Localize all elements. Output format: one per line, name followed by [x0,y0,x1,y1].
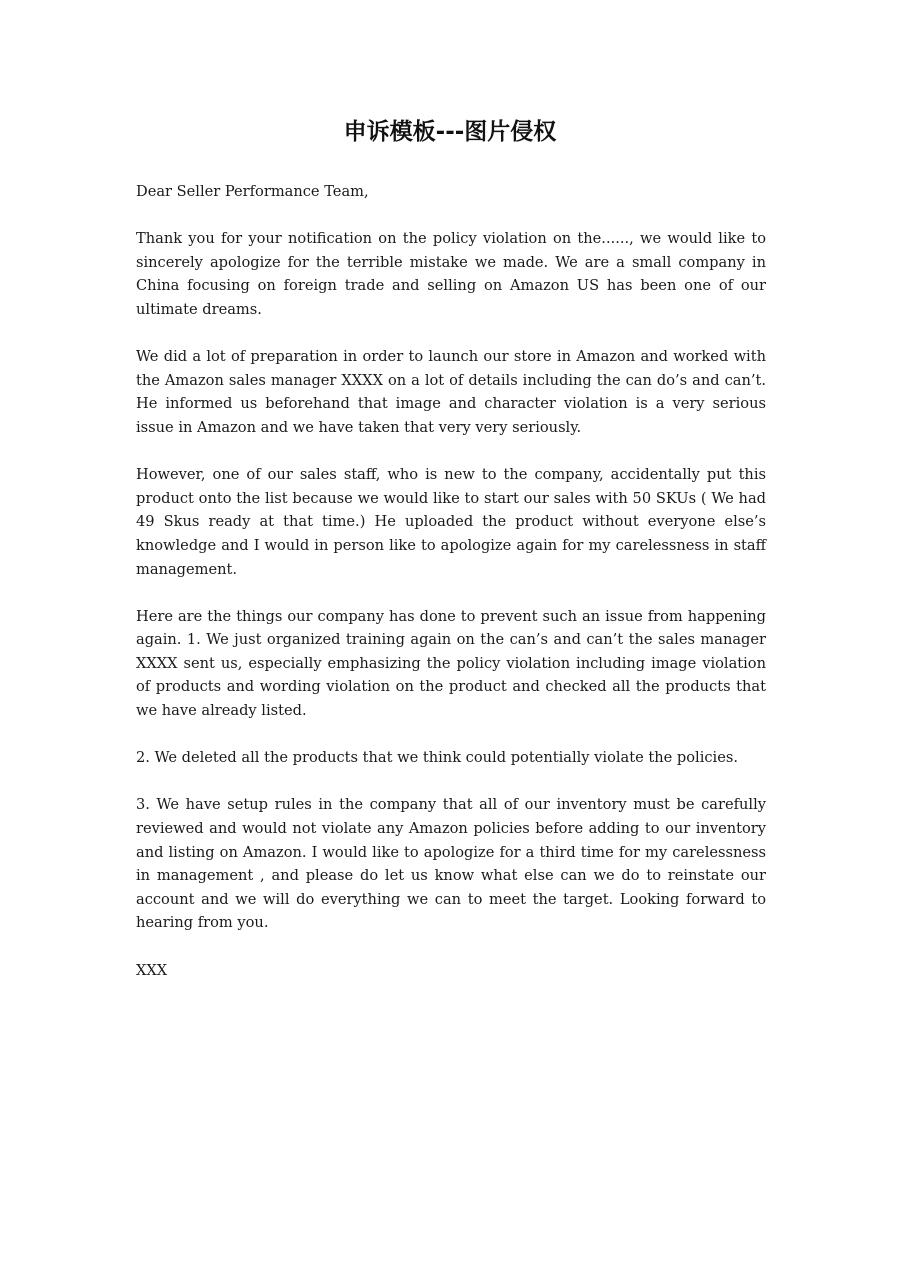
document-title: 申诉模板---图片侵权 [343,119,557,145]
signature: XXX [136,961,168,979]
paragraph-measure-1: Here are the things our company has done to prevent such an issue from happening again. 1. We just organized training again on the can’s and can’t the sales manager XXXX sent us, especially emphasizing the policy violation including image violation of products and wording violation on the product and checked all the products that we have already listed. [136,607,766,720]
paragraph-apology: Thank you for your notification on the policy violation on the......, we would like to sincerely apologize for the terrible mistake we made. We are a small company in China focusing on foreign trade and selling on Amazon US has been one of our ultimate dreams. [136,230,766,318]
paragraph-preparation: We did a lot of preparation in order to launch our store in Amazon and worked with the Amazon sales manager XXXX on a lot of details including the can do’s and can’t. He informed us beforehand that image and character violation is a very serious issue in Amazon and we have taken that very very seriously. [136,348,766,436]
salutation: Dear Seller Performance Team, [136,183,369,200]
letter-body [136,180,766,1006]
paragraph-measure-2: 2. We deleted all the products that we think could potentially violate the policies. [136,749,738,767]
paragraph-measure-3: 3. We have setup rules in the company that all of our inventory must be carefully reviewed and would not violate any Amazon policies before adding to our inventory and listing on Amazon. I would like to apologize for a third time for my carelessness in management , and please do let us know what else can we do to reinstate our account and we will do everything we can to meet the target. Looking forward to hearing from you. [136,796,766,932]
paragraph-incident: However, one of our sales staff, who is new to the company, accidentally put this product onto the list because we would like to start our sales with 50 SKUs ( We had 49 Skus ready at that time.) He uploaded the product without everyone else’s knowledge and I would in person like to apologize again for my carelessness in staff management. [136,466,766,578]
